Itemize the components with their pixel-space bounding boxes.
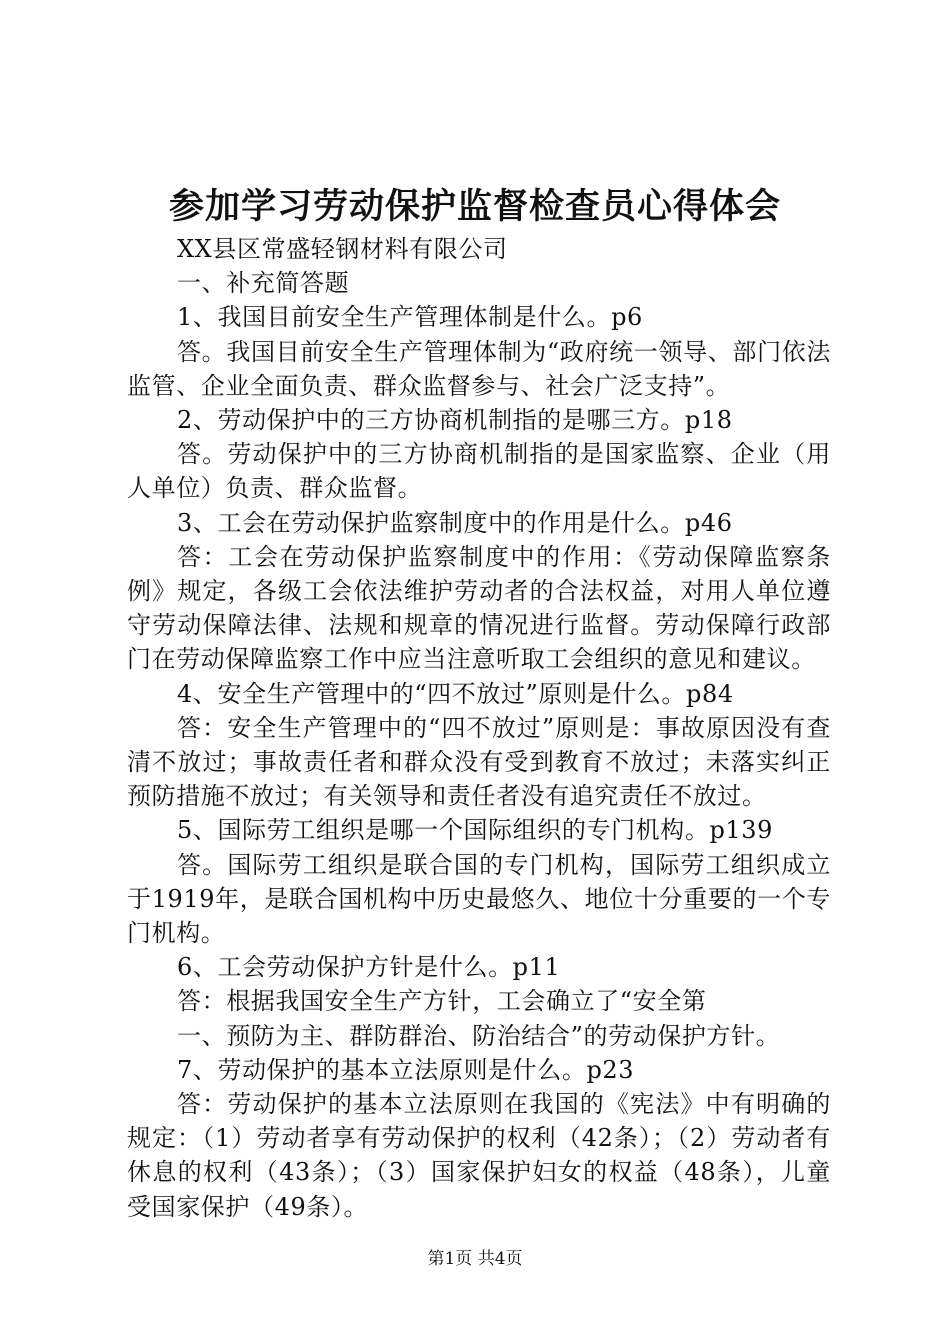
question-2: 2、劳动保护中的三方协商机制指的是哪三方。p18	[177, 406, 733, 435]
document-title: 参加学习劳动保护监督检查员心得体会	[168, 187, 781, 227]
page-footer: 第1页 共4页	[427, 1249, 523, 1269]
answer-6-part-1: 答：根据我国安全生产方针，工会确立了“安全第	[177, 987, 707, 1016]
answer-3: 答：工会在劳动保护监察制度中的作用：《劳动保障监察条例》规定，各级工会依法维护劳动者的合法权益，对用人单位遵守劳动保障法律、法规和规章的情况进行监督。劳动保障行政部门在劳动保障监察工作中应当注意听取工会组织的意见和建议。	[127, 542, 831, 674]
answer-6-part-2: 一、预防为主、群防群治、防治结合”的劳动保护方针。	[177, 1021, 781, 1050]
question-6: 6、工会劳动保护方针是什么。p11	[177, 953, 561, 982]
section-heading: 一、补充简答题	[177, 269, 350, 298]
document-body	[127, 232, 831, 1224]
answer-1: 答。我国目前安全生产管理体制为“政府统一领导、部门依法监管、企业全面负责、群众监督参与、社会广泛支持”。	[127, 337, 831, 400]
question-4: 4、安全生产管理中的“四不放过”原则是什么。p84	[177, 679, 734, 708]
answer-7: 答：劳动保护的基本立法原则在我国的《宪法》中有明确的规定：（1）劳动者享有劳动保护的权利（42条）；（2）劳动者有休息的权利（43条）；（3）国家保护妇女的权益（48条），儿童受国家保护（49条）。	[127, 1090, 831, 1221]
question-1: 1、我国目前安全生产管理体制是什么。p6	[177, 303, 643, 332]
answer-4: 答：安全生产管理中的“四不放过”原则是：事故原因没有查清不放过；事故责任者和群众没有受到教育不放过；未落实纠正预防措施不放过；有关领导和责任者没有追究责任不放过。	[127, 713, 831, 811]
question-7: 7、劳动保护的基本立法原则是什么。p23	[177, 1055, 635, 1084]
answer-5: 答。国际劳工组织是联合国的专门机构，国际劳工组织成立于1919年，是联合国机构中历史最悠久、地位十分重要的一个专门机构。	[127, 850, 831, 948]
question-5: 5、国际劳工组织是哪一个国际组织的专门机构。p139	[177, 816, 774, 845]
company-name: XX县区常盛轻钢材料有限公司	[177, 235, 508, 263]
answer-2: 答。劳动保护中的三方协商机制指的是国家监察、企业（用人单位）负责、群众监督。	[127, 440, 831, 503]
question-3: 3、工会在劳动保护监察制度中的作用是什么。p46	[177, 508, 733, 537]
